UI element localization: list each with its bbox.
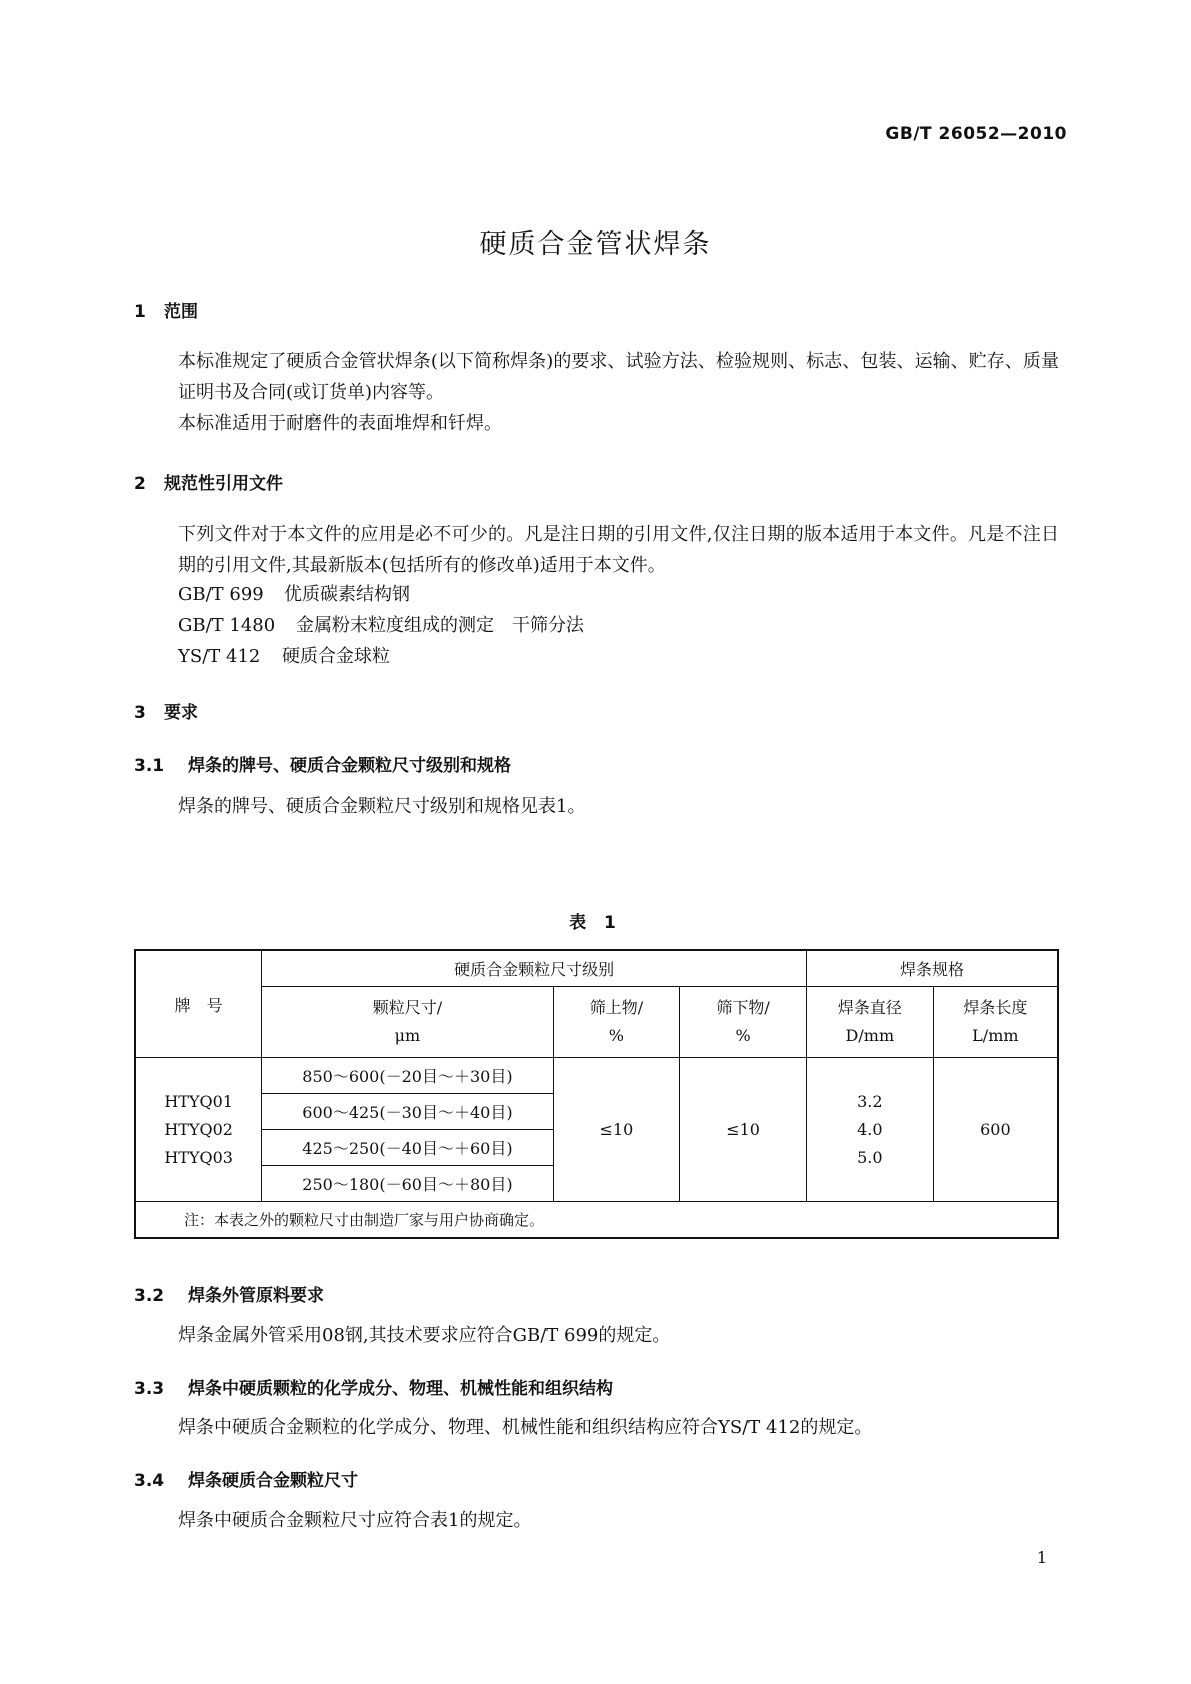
section-3-3-heading [134, 1374, 613, 1399]
table-1 [134, 949, 1059, 1239]
table-subheader-row [135, 987, 1058, 1058]
length-header: 焊条长度 L/mm [933, 987, 1058, 1058]
section-number: 3.2 [134, 1286, 165, 1306]
section-title: 焊条中硬质颗粒的化学成分、物理、机械性能和组织结构 [188, 1379, 613, 1399]
page-number: 1 [1036, 1548, 1047, 1567]
section-title: 焊条的牌号、硬质合金颗粒尺寸级别和规格 [188, 756, 511, 776]
reference-name: 金属粉末粒度组成的测定 干筛分法 [296, 615, 584, 636]
standard-number: GB/T 26052—2010 [885, 124, 1067, 144]
paragraph: 焊条的牌号、硬质合金颗粒尺寸级别和规格见表1。 [178, 796, 586, 817]
section-title: 要求 [164, 703, 198, 723]
reference-item [178, 579, 584, 610]
particle-size-header: 颗粒尺寸/ μm [262, 987, 553, 1058]
section-number: 3.4 [134, 1471, 165, 1491]
section-title: 焊条硬质合金颗粒尺寸 [188, 1471, 358, 1491]
paragraph: 焊条中硬质合金颗粒的化学成分、物理、机械性能和组织结构应符合YS/T 412的规定。 [178, 1417, 873, 1438]
section-3-4-body [134, 1505, 1059, 1536]
reference-item [178, 610, 584, 641]
table-note: 注：本表之外的颗粒尺寸由制造厂家与用户协商确定。 [135, 1202, 1058, 1239]
particle-size-cell: 425～250(－40目～＋60目) [262, 1130, 553, 1166]
section-1-heading [134, 297, 198, 322]
document-title: 硬质合金管状焊条 [479, 229, 712, 260]
paragraph: 本标准规定了硬质合金管状焊条(以下简称焊条)的要求、试验方法、检验规则、标志、包装、运输、贮存、质量证明书及合同(或订货单)内容等。 [178, 351, 1059, 403]
section-number: 3.1 [134, 756, 165, 776]
reference-code: YS/T 412 [178, 646, 261, 667]
paragraph: 焊条中硬质合金颗粒尺寸应符合表1的规定。 [178, 1510, 532, 1531]
section-3-1-heading [134, 751, 511, 776]
reference-list [178, 579, 584, 672]
section-3-2-body [134, 1320, 1059, 1351]
reference-code: GB/T 1480 [178, 615, 276, 636]
section-3-4-heading [134, 1466, 358, 1491]
table-header-row [135, 950, 1058, 987]
section-number: 3 [134, 703, 146, 723]
table-row [135, 1058, 1058, 1094]
over-sieve-cell: ≤10 [553, 1058, 680, 1202]
section-3-3-body [134, 1412, 1059, 1443]
section-number: 3.3 [134, 1379, 165, 1399]
section-2-heading [134, 469, 283, 494]
under-sieve-header: 筛下物/ % [680, 987, 807, 1058]
section-2-body [134, 519, 1059, 581]
section-3-1-body [134, 791, 1059, 822]
length-cell: 600 [933, 1058, 1058, 1202]
reference-name: 优质碳素结构钢 [284, 584, 410, 605]
reference-code: GB/T 699 [178, 584, 264, 605]
table-note-row [135, 1202, 1058, 1239]
section-1-body [134, 346, 1059, 439]
reference-name: 硬质合金球粒 [282, 646, 390, 667]
particle-size-cell: 850～600(－20目～＋30目) [262, 1058, 553, 1094]
section-number: 1 [134, 302, 146, 322]
section-title: 焊条外管原料要求 [188, 1286, 324, 1306]
particle-size-cell: 600～425(－30目～＋40目) [262, 1094, 553, 1130]
under-sieve-cell: ≤10 [680, 1058, 807, 1202]
size-class-header: 硬质合金颗粒尺寸级别 [262, 950, 807, 987]
section-title: 范围 [164, 302, 198, 322]
diameter-header: 焊条直径 D/mm [806, 987, 933, 1058]
paragraph: 本标准适用于耐磨件的表面堆焊和钎焊。 [178, 413, 502, 434]
paragraph: 下列文件对于本文件的应用是必不可少的。凡是注日期的引用文件,仅注日期的版本适用于本文件。凡是不注日期的引用文件,其最新版本(包括所有的修改单)适用于本文件。 [178, 524, 1059, 576]
section-3-2-heading [134, 1281, 324, 1306]
particle-size-cell: 250～180(－60目～＋80目) [262, 1166, 553, 1202]
spec-header: 焊条规格 [806, 950, 1058, 987]
table-caption: 表 1 [569, 913, 622, 933]
section-title: 规范性引用文件 [164, 474, 283, 494]
grade-header: 牌 号 [135, 950, 262, 1058]
section-3-heading [134, 698, 198, 723]
diameter-cell: 3.2 4.0 5.0 [806, 1058, 933, 1202]
reference-item [178, 641, 584, 672]
grades-cell: HTYQ01 HTYQ02 HTYQ03 [135, 1058, 262, 1202]
section-number: 2 [134, 474, 146, 494]
over-sieve-header: 筛上物/ % [553, 987, 680, 1058]
paragraph: 焊条金属外管采用08钢,其技术要求应符合GB/T 699的规定。 [178, 1325, 671, 1346]
